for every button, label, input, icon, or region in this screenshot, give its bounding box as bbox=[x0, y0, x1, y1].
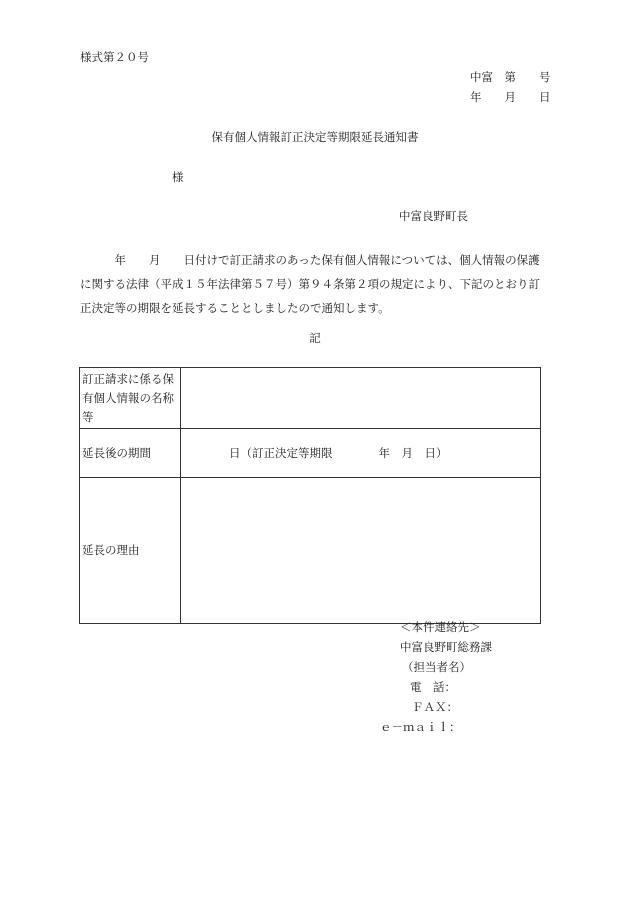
issuer: 中富良野町長 bbox=[399, 209, 468, 223]
contact-heading: ＜本件連絡先＞ bbox=[400, 620, 481, 634]
document-number: 中富 第 号 bbox=[470, 70, 551, 84]
contact-fax: ＦＡＸ： bbox=[412, 700, 458, 714]
table-label-cell: 訂正請求に係る保有個人情報の名称等 bbox=[80, 368, 181, 429]
table-value-cell bbox=[181, 368, 541, 429]
table-row bbox=[80, 478, 541, 624]
notice-body-line: に関する法律（平成１５年法律第５７号）第９４条第２項の規定により、下記のとおり訂 bbox=[80, 277, 540, 291]
details-table bbox=[79, 367, 541, 624]
notice-body bbox=[80, 248, 550, 320]
addressee: 様 bbox=[172, 170, 184, 184]
notice-body-line: 正決定等の期限を延長することとしましたので通知します。 bbox=[80, 301, 390, 315]
table-label-cell: 延長後の期間 bbox=[80, 429, 181, 478]
notice-body-line: 年 月 日付けで訂正請求のあった保有個人情報については、個人情報の保護 bbox=[80, 253, 540, 267]
table-row bbox=[80, 429, 541, 478]
table-row bbox=[80, 368, 541, 429]
contact-department: 中富良野町総務課 bbox=[400, 640, 492, 654]
document-date: 年 月 日 bbox=[470, 90, 551, 104]
ki-heading: 記 bbox=[309, 331, 321, 345]
contact-email: ｅ－ｍａｉｌ： bbox=[380, 720, 461, 734]
table-value-cell bbox=[181, 478, 541, 624]
document-title: 保有個人情報訂正決定等期限延長通知書 bbox=[211, 130, 419, 144]
table-value-cell: 日（訂正決定等期限 年 月 日） bbox=[181, 429, 541, 478]
form-number: 様式第２０号 bbox=[80, 50, 149, 64]
contact-phone: 電 話： bbox=[410, 680, 456, 694]
contact-person: （担当者名） bbox=[402, 660, 471, 674]
table-label-cell: 延長の理由 bbox=[80, 478, 181, 624]
